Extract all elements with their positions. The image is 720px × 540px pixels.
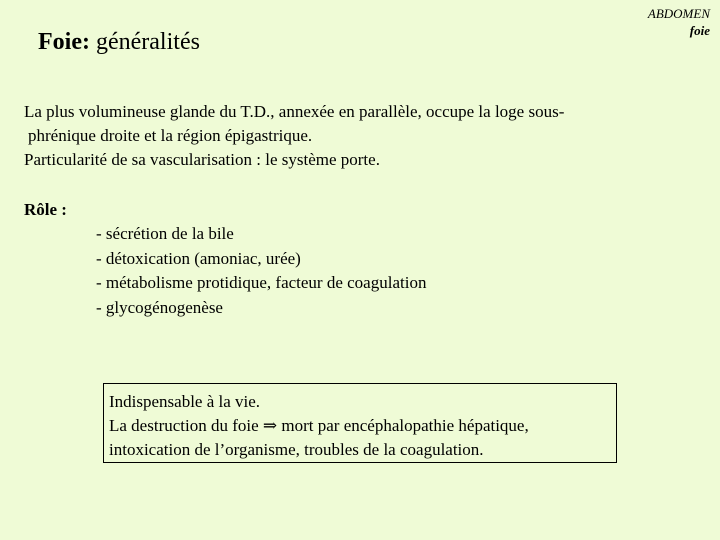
highlight-box [103,383,617,463]
subsection-title: foie [689,23,710,38]
box-line: La destruction du foie ⇒ mort par encéphalopathie hépatique, [109,416,529,435]
role-heading: Rôle : [24,200,67,219]
section-title: ABDOMEN [647,6,710,21]
intro-line: phrénique droite et la région épigastrique. [28,126,313,145]
intro-line: Particularité de sa vascularisation : le système porte. [24,150,380,169]
role-item: - sécrétion de la bile [96,224,234,243]
page-title-bold: Foie: [38,29,90,55]
box-line: intoxication de l’organisme, troubles de la coagulation. [109,440,484,459]
intro-line: La plus volumineuse glande du T.D., annexée en parallèle, occupe la loge sous- [24,102,565,121]
role-item: - glycogénogenèse [96,297,223,317]
role-item: - détoxication (amoniac, urée) [96,248,301,268]
role-list [96,222,426,320]
role-item: - métabolisme protidique, facteur de coagulation [96,273,427,292]
page-title-rest: généralités [89,29,200,55]
section-label [648,5,710,39]
page-title [38,27,200,57]
box-line: Indispensable à la vie. [109,392,261,411]
intro-paragraph [24,100,684,172]
